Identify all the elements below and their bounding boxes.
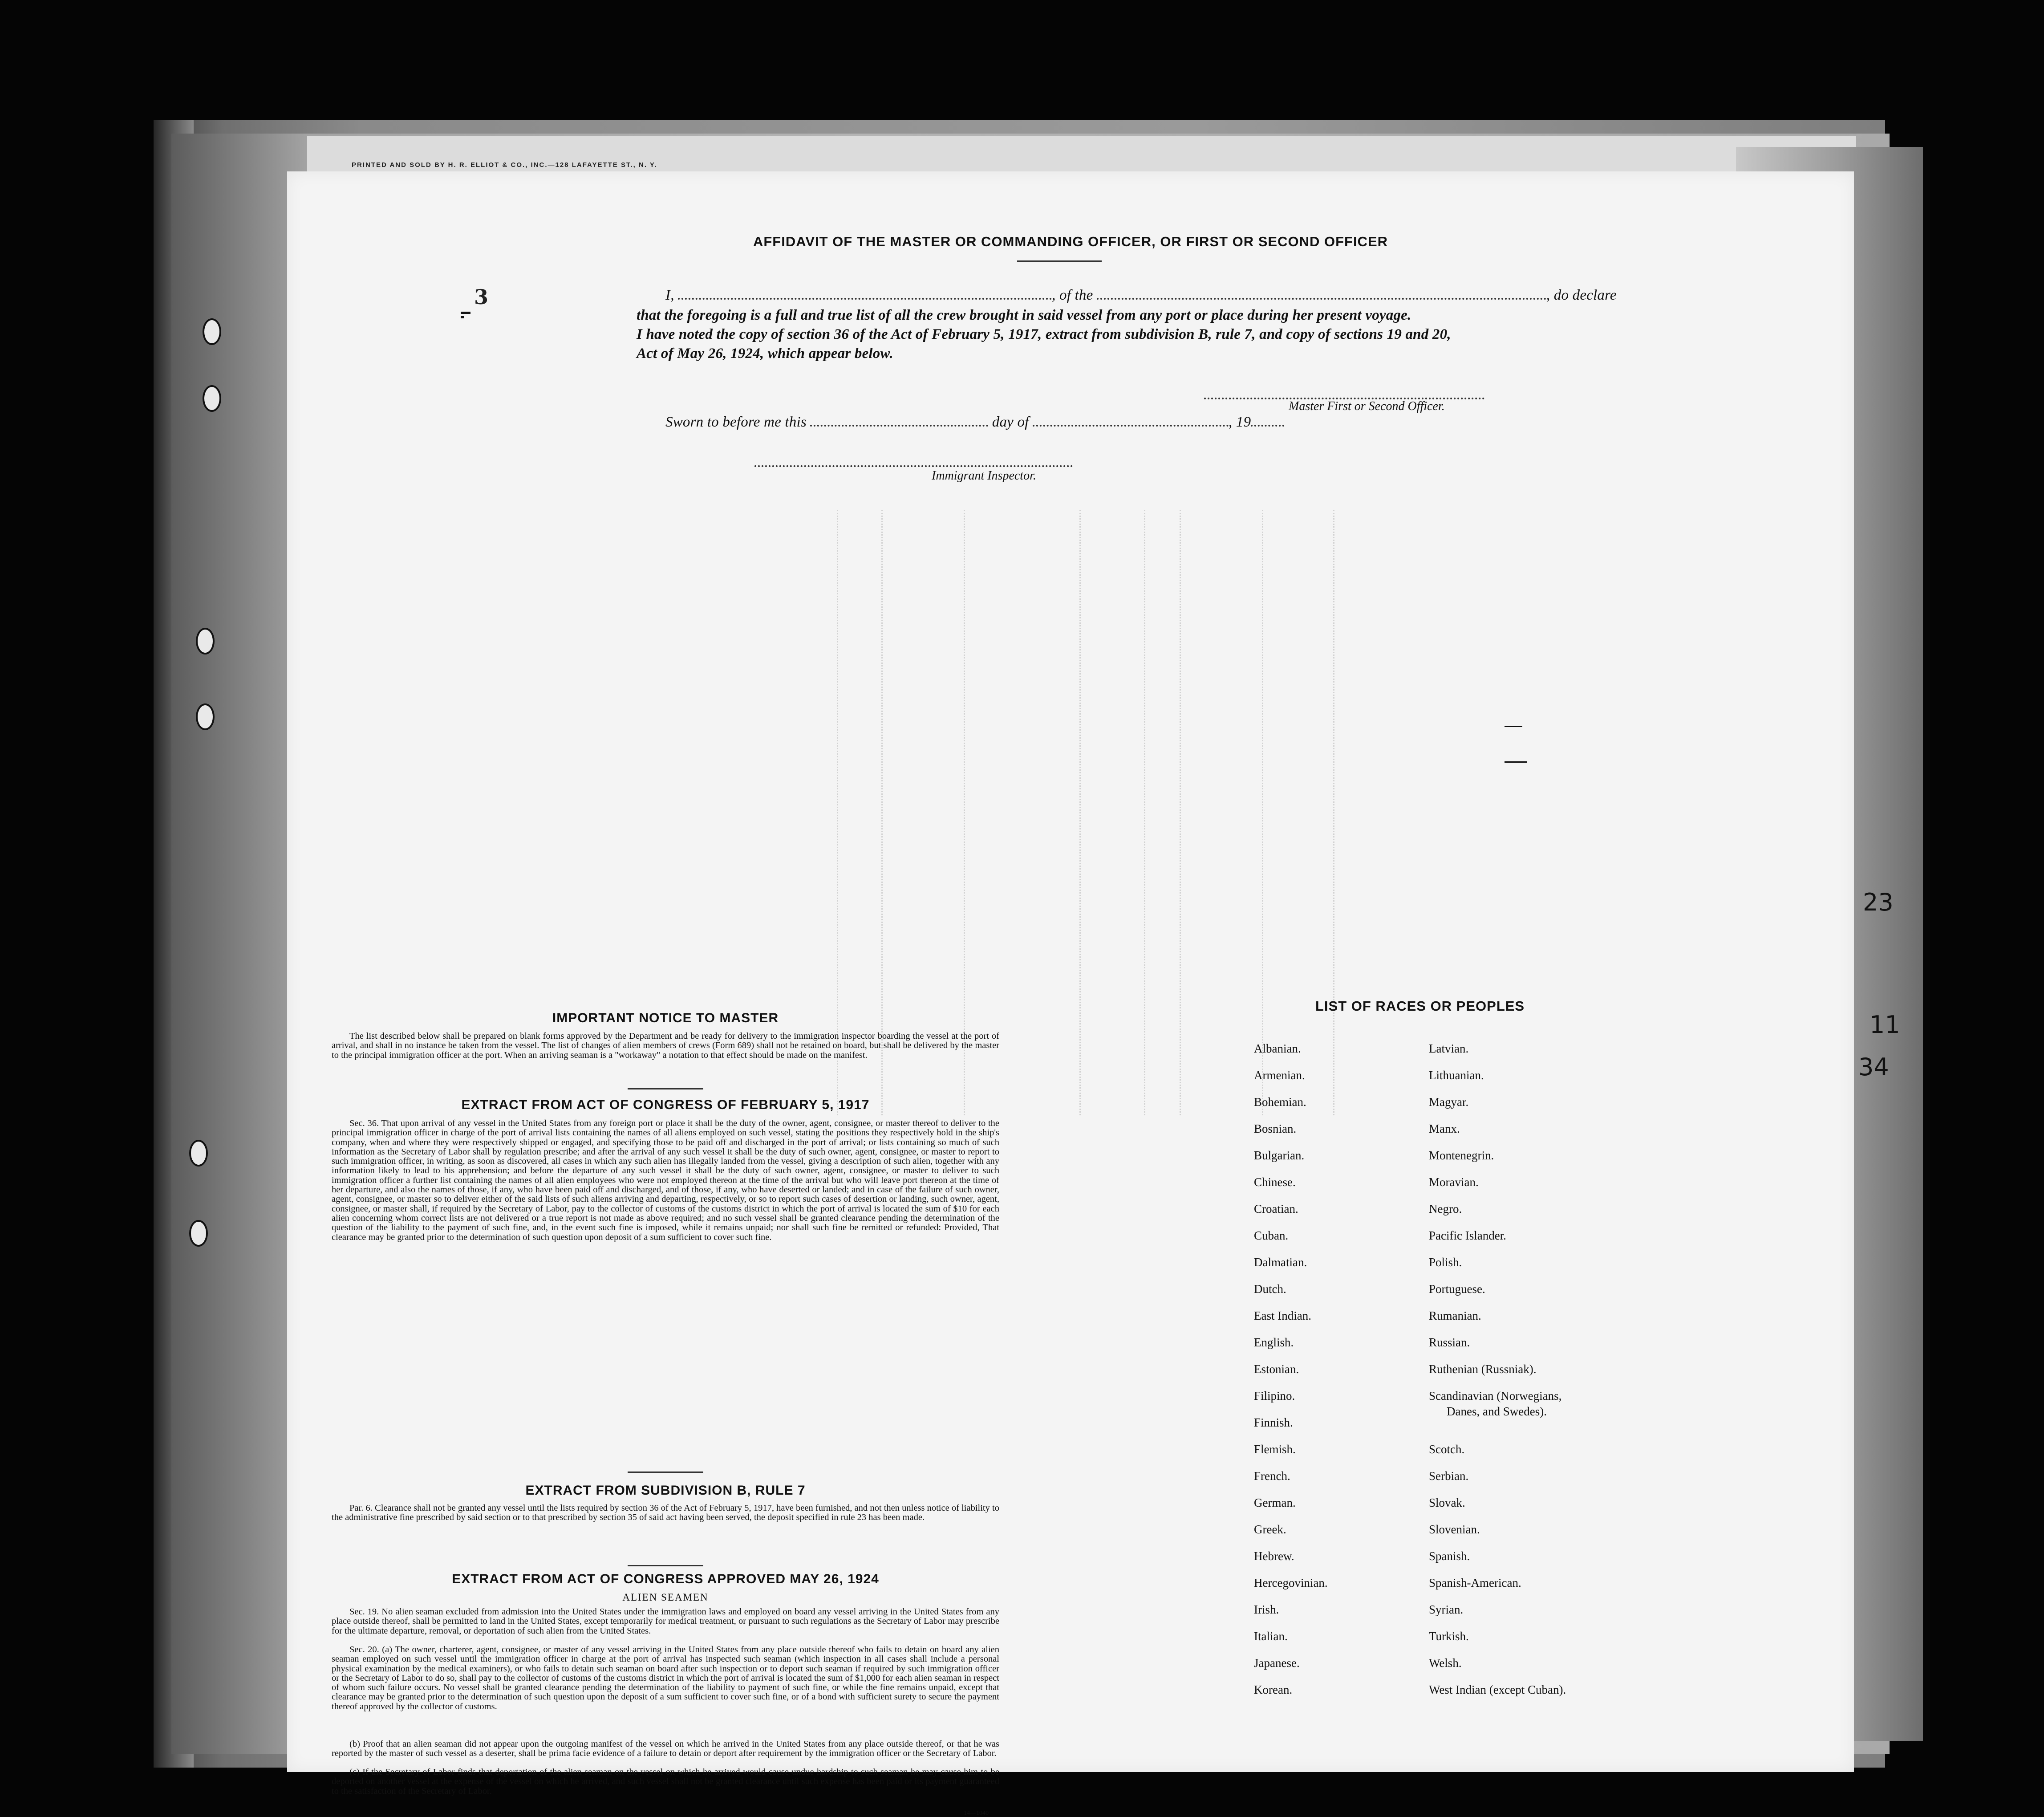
race-item: Hebrew. xyxy=(1254,1549,1294,1563)
notice-text: The list described below shall be prepared on blank forms approved by the Department and be ready for delivery to the immigration inspector boarding the vessel at the port of arrival, and shall in no instance be taken from the vessel. The list of changes of alien members of crews (Form 689) shall not be retained on board, but shall be delivered by the master to the principal immigration officer at the port. When an arriving seaman is a "workaway" a notation to that effect should be made on the manifest. xyxy=(332,1031,999,1060)
race-item: Flemish. xyxy=(1254,1443,1296,1456)
race-item: Portuguese. xyxy=(1429,1282,1485,1296)
margin-dash xyxy=(461,312,470,314)
binding-hole xyxy=(196,628,215,654)
race-item: Lithuanian. xyxy=(1429,1069,1484,1082)
race-item: Hercegovinian. xyxy=(1254,1576,1328,1589)
race-item: Spanish. xyxy=(1429,1549,1470,1563)
master-signature-label: Master First or Second Officer. xyxy=(1289,399,1445,413)
race-item: Ruthenian (Russniak). xyxy=(1429,1362,1537,1376)
race-item: Japanese. xyxy=(1254,1656,1300,1670)
printer-imprint: PRINTED AND SOLD BY H. R. ELLIOT & CO., INC.—128 LAFAYETTE ST., N. Y. xyxy=(352,161,657,169)
inspector-signature-label: Immigrant Inspector. xyxy=(932,469,1036,483)
sworn-line xyxy=(665,414,1284,431)
bleed-through-rule xyxy=(1079,510,1081,1115)
form-number: 14—1040 xyxy=(964,1810,989,1817)
alien-seamen-heading: ALIEN SEAMEN xyxy=(622,1592,709,1603)
affidavit-line-1 xyxy=(665,287,1617,304)
sworn-month-field[interactable] xyxy=(1033,425,1229,427)
binding-hole xyxy=(196,703,215,730)
race-item: Filipino. xyxy=(1254,1389,1295,1402)
race-item: Syrian. xyxy=(1429,1603,1464,1616)
race-item: West Indian (except Cuban). xyxy=(1429,1683,1566,1696)
year-label: , 19 xyxy=(1228,414,1251,430)
section-rule xyxy=(628,1471,703,1473)
race-item: East Indian. xyxy=(1254,1309,1311,1322)
act-1924-title: EXTRACT FROM ACT OF CONGRESS APPROVED MAY 26, 1924 xyxy=(452,1572,879,1586)
race-item: Danes, and Swedes). xyxy=(1447,1405,1547,1418)
affidavit-line-2: that the foregoing is a full and true list of all the crew brought in said vessel from any port or place during her present voyage. xyxy=(637,307,1411,323)
race-item: Slovak. xyxy=(1429,1496,1465,1509)
race-item: Estonian. xyxy=(1254,1362,1299,1376)
affidavit-line-3: I have noted the copy of section 36 of the Act of February 5, 1917, extract from subdivision B, rule 7, and copy of sections 19 and 20, xyxy=(637,326,1451,342)
bleed-through-rule xyxy=(1180,510,1181,1115)
races-title: LIST OF RACES OR PEOPLES xyxy=(1315,998,1525,1014)
sworn-year-field[interactable] xyxy=(1251,425,1284,427)
race-item: Turkish. xyxy=(1429,1630,1469,1643)
race-item: Polish. xyxy=(1429,1256,1462,1269)
race-item: Scotch. xyxy=(1429,1443,1465,1456)
race-item: Montenegrin. xyxy=(1429,1149,1494,1162)
affidavit-title: AFFIDAVIT OF THE MASTER OR COMMANDING OFFICER, OR FIRST OR SECOND OFFICER xyxy=(753,234,1388,249)
crew-list-form-sheet xyxy=(287,171,1854,1817)
race-item: German. xyxy=(1254,1496,1296,1509)
race-item: Serbian. xyxy=(1429,1469,1469,1483)
race-item: Irish. xyxy=(1254,1603,1279,1616)
race-item: Welsh. xyxy=(1429,1656,1462,1670)
binding-hole xyxy=(203,385,221,412)
rule-7-title: EXTRACT FROM SUBDIVISION B, RULE 7 xyxy=(525,1483,806,1498)
affidavit-i: I, xyxy=(665,287,674,303)
race-item: Bosnian. xyxy=(1254,1122,1297,1135)
vessel-name-field[interactable] xyxy=(1097,298,1546,300)
bleed-through-rule xyxy=(1262,510,1263,1115)
race-item: Croatian. xyxy=(1254,1202,1298,1215)
race-item: Greek. xyxy=(1254,1523,1286,1536)
sworn-label: Sworn to before me this xyxy=(665,414,807,430)
race-item: Spanish-American. xyxy=(1429,1576,1521,1589)
race-item: Korean. xyxy=(1254,1683,1293,1696)
act-1924-sec-20c: (c) If the Secretary of Labor finds that deportation of the alien seaman on the vessel on which he arrived would cause undue hardship to such seaman he may cause him to be deported on another vessel at the expense of the vessel on which he arrived, and such vessel shall not be granted clearance until such expense has been paid or its payment guaranteed to the satisfaction of the Secretary of Labor. xyxy=(332,1767,999,1796)
sworn-day-field[interactable] xyxy=(810,425,988,427)
race-item: Rumanian. xyxy=(1429,1309,1481,1322)
act-1924-sec-20b: (b) Proof that an alien seaman did not appear upon the outgoing manifest of the vessel on which he arrived in the United States from any place outside thereof, or that he was reported by the master of such vessel as a deserter, shall be prima facie evidence of a failure to detain or deport after requirement by the immigration officer or the Secretary of Labor. xyxy=(332,1739,999,1759)
race-item: Moravian. xyxy=(1429,1175,1479,1189)
race-item: Cuban. xyxy=(1254,1229,1289,1242)
margin-number: 34 xyxy=(1858,1053,1889,1081)
notice-title: IMPORTANT NOTICE TO MASTER xyxy=(552,1011,779,1025)
race-item: Bohemian. xyxy=(1254,1095,1306,1109)
title-rule xyxy=(1017,260,1102,262)
race-item: Bulgarian. xyxy=(1254,1149,1305,1162)
race-item: Italian. xyxy=(1254,1630,1288,1643)
race-item: Finnish. xyxy=(1254,1416,1293,1429)
act-1917-title: EXTRACT FROM ACT OF CONGRESS OF FEBRUARY 5, 1917 xyxy=(461,1098,870,1112)
bleed-through-rule xyxy=(1333,510,1334,1115)
race-item: Dutch. xyxy=(1254,1282,1286,1296)
act-1924-sec-19: Sec. 19. No alien seaman excluded from admission into the United States under the immigration laws and employed on board any vessel arriving in the United States from any place outside thereof, shall be permitted to land in the United States, except temporarily for medical treatment, or pursuant to such regulations as the Secretary of Labor may prescribe for the ultimate departure, removal, or deportation of such alien from the United States. xyxy=(332,1607,999,1636)
race-item: Dalmatian. xyxy=(1254,1256,1307,1269)
race-item: Negro. xyxy=(1429,1202,1462,1215)
act-1917-text: Sec. 36. That upon arrival of any vessel in the United States from any foreign port or place it shall be the duty of the owner, agent, consignee, or master thereof to deliver to the principal immigration officer in charge of the port of arrival lists containing the names of all aliens employed on such vessel, stating the positions they respectively hold in the ship's company, when and where they were respectively shipped or engaged, and specifying those to be paid off and discharged in the port of arrival; or lists containing so much of such information as the Secretary of Labor shall by regulation prescribe; and after the arrival of any such vessel it shall be the duty of such owner, agent, consignee, or master to report to such immigration officer, in writing, as soon as discovered, all cases in which any such alien has illegally landed from the vessel, giving a description of such alien, together with any information likely to lead to his apprehension; and before the departure of any such vessel it shall be the duty of such owner, agent, consignee, or master to deliver to such immigration officer a further list containing the names of all alien employees who were not employed thereon at the time of the arrival but who will leave port thereon at the time of her departure, and also the names of those, if any, who have been paid off and discharged, and of those, if any, who have deserted or landed; and in case of the failure of such owner, agent, consignee, or master so to deliver either of the said lists of such aliens arriving and departing, respectively, or so to report such cases of desertion or landing, such owner, agent, consignee, or master shall, if required by the Secretary of Labor, pay to the collector of customs of the customs district in which the port of arrival is located the sum of $10 for each alien concerning whom correct lists are not delivered or a true report is not made as above required; and no such vessel shall be granted clearance pending the determination of the question of the liability to the payment of such fine, and, in the event such fine is imposed, while it remains unpaid; nor shall such fine be remitted or refunded: Provided, That clearance may be granted prior to the determination of such question upon deposit of a sum sufficient to cover such fine. xyxy=(332,1118,999,1242)
binding-hole xyxy=(203,318,221,345)
race-item: French. xyxy=(1254,1469,1290,1483)
margin-number: 11 xyxy=(1870,1011,1900,1039)
section-rule xyxy=(628,1565,703,1566)
stray-mark xyxy=(1505,726,1522,727)
margin-number: 23 xyxy=(1863,888,1894,916)
inspector-signature-field[interactable] xyxy=(754,465,1073,467)
race-item: Latvian. xyxy=(1429,1042,1469,1055)
race-item: English. xyxy=(1254,1336,1294,1349)
binding-hole xyxy=(189,1140,208,1167)
margin-dash xyxy=(461,316,464,318)
officer-name-field[interactable] xyxy=(678,298,1052,300)
race-item: Armenian. xyxy=(1254,1069,1305,1082)
race-item: Magyar. xyxy=(1429,1095,1469,1109)
margin-number: 3 xyxy=(474,285,489,309)
race-item: Manx. xyxy=(1429,1122,1460,1135)
section-rule xyxy=(628,1088,703,1089)
race-item: Pacific Islander. xyxy=(1429,1229,1506,1242)
race-item: Albanian. xyxy=(1254,1042,1301,1055)
stray-mark xyxy=(1505,761,1527,763)
race-item: Chinese. xyxy=(1254,1175,1296,1189)
rule-7-text: Par. 6. Clearance shall not be granted any vessel until the lists required by section 36 of the Act of February 5, 1917, have been furnished, and not then unless notice of liability to the administrative fine prescribed by said section or to that prescribed by section 35 of said act having been served, the deposit specified in rule 23 has been made. xyxy=(332,1503,999,1523)
race-item: Slovenian. xyxy=(1429,1523,1480,1536)
bleed-through-rule xyxy=(1144,510,1145,1115)
affidavit-line-4: Act of May 26, 1924, which appear below. xyxy=(637,346,893,362)
binding-hole xyxy=(189,1220,208,1247)
day-of-label: day of xyxy=(992,414,1029,430)
affidavit-do-declare: , do declare xyxy=(1546,287,1617,303)
race-item: Russian. xyxy=(1429,1336,1470,1349)
act-1924-sec-20a: Sec. 20. (a) The owner, charterer, agent, consignee, or master of any vessel arriving in the United States from any place outside thereof who fails to detain on board any alien seaman employed on such vessel until the immigration officer in charge at the port of arrival has inspected such seaman (which inspection in all cases shall include a personal physical examination by the medical examiners), or who fails to detain such seaman on board after such inspection or to deport such seaman if required by such immigration officer or the Secretary of Labor to do so, shall pay to the collector of customs of the customs district in which the port of arrival is located the sum of $1,000 for each alien seaman in respect of whom such failure occurs. No vessel shall be granted clearance pending the determination of the liability to payment of such fine, or while the fine remains unpaid, except that clearance may be granted prior to the determination of such question upon the deposit of a sum sufficient to cover such fine, or of a bond with sufficient surety to secure the payment thereof approved by the collector of customs. xyxy=(332,1645,999,1711)
race-item: Scandinavian (Norwegians, xyxy=(1429,1389,1562,1402)
affidavit-of-the: , of the xyxy=(1052,287,1093,303)
